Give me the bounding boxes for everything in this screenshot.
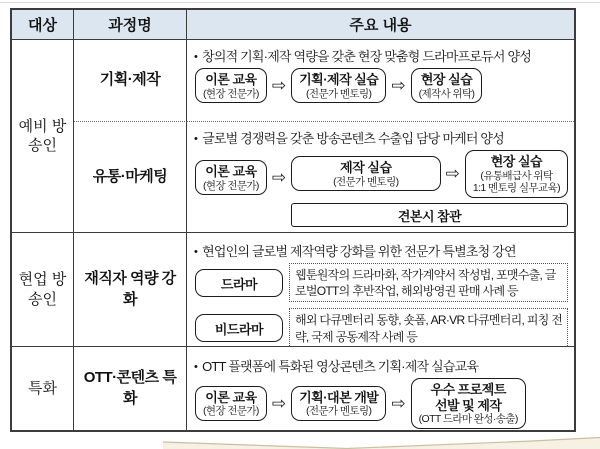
lecture-label-drama: 드라마 bbox=[195, 269, 283, 297]
flow-box-sub: (현장 전문가) bbox=[203, 179, 259, 192]
right-arrow-icon: ⇨ bbox=[271, 168, 287, 187]
flow-row bbox=[195, 150, 570, 227]
target-cell-working-broadcasters bbox=[12, 232, 74, 346]
right-arrow-icon: ⇨ bbox=[445, 164, 460, 184]
target-cell-specialized bbox=[12, 346, 74, 430]
flow-row bbox=[195, 378, 570, 429]
bottom-arrow-banner bbox=[0, 433, 600, 449]
target-label: 현업 방송인 bbox=[18, 271, 67, 308]
lecture-desc-nondrama: 해외 다큐멘터리 동향, 숏폼, AR·VR 다큐멘터리, 피칭 전략, 국제 공동제작 사례 등 bbox=[289, 308, 568, 346]
curriculum-table bbox=[10, 8, 576, 432]
lecture-label-nondrama: 비드라마 bbox=[195, 314, 283, 342]
bullet-icon: • bbox=[194, 51, 198, 63]
course-label: 유통·마케팅 bbox=[92, 167, 168, 185]
right-arrow-icon: ⇨ bbox=[391, 76, 406, 96]
flow-box-sub: (유통배급사 위탁 bbox=[480, 169, 553, 182]
flow-box-title: 우수 프로젝트 bbox=[430, 382, 506, 397]
header-content-label: 주요 내용 bbox=[349, 17, 412, 34]
flow-box-best-project bbox=[411, 378, 526, 429]
target-label: 예비 방송인 bbox=[18, 117, 67, 154]
flow-row bbox=[195, 68, 570, 103]
flow-box-sub: (현장 전문가) bbox=[203, 87, 259, 100]
top-faint-divider bbox=[0, 2, 600, 3]
bullet-icon: • bbox=[194, 361, 198, 373]
bullet-icon: • bbox=[194, 133, 198, 145]
target-label: 특화 bbox=[28, 379, 57, 397]
content-cell-distribution-marketing bbox=[187, 121, 574, 232]
right-arrow-icon: ⇨ bbox=[271, 393, 287, 413]
header-cell-target bbox=[12, 10, 74, 40]
flow-box-field bbox=[465, 150, 568, 198]
header-cell-course bbox=[74, 10, 187, 40]
course-cell-planning-production bbox=[74, 40, 187, 121]
flow-box-field bbox=[411, 68, 483, 103]
course-cell-ott-content bbox=[74, 346, 187, 430]
flow-box-title: 선발 및 제작 bbox=[434, 397, 502, 413]
flow-box-title: 이론 교육 bbox=[205, 389, 257, 405]
flow-box-practice bbox=[291, 68, 386, 103]
bullet-line bbox=[194, 356, 570, 375]
sample-market-box: 견본시 참관 bbox=[291, 203, 568, 227]
flow-box-title: 이론 교육 bbox=[205, 72, 257, 87]
right-arrow-icon: ⇨ bbox=[391, 393, 406, 413]
flow-box-script-dev bbox=[291, 386, 386, 421]
bullet-text: 창의적 기획·제작 역량을 갖춘 현장 맞춤형 드라마프로듀서 양성 bbox=[202, 49, 531, 64]
lecture-row-drama bbox=[195, 263, 568, 302]
flow-box-sub: (전문가 멘토링) bbox=[333, 175, 399, 188]
course-label: OTT·콘텐츠 특화 bbox=[83, 369, 177, 407]
flow-box-sub: (전문가 멘토링) bbox=[306, 87, 372, 100]
flow-stack bbox=[291, 150, 568, 227]
bullet-text: 현업인의 글로벌 제작역량 강화를 위한 전문가 특별초청 강연 bbox=[202, 244, 516, 259]
content-cell-incumbent-capability bbox=[187, 232, 574, 346]
bullet-icon: • bbox=[194, 246, 198, 258]
header-target-label: 대상 bbox=[28, 17, 57, 34]
flow-box-theory bbox=[195, 68, 267, 103]
flow-box-sub: (OTT 드라마 완성·송출) bbox=[418, 413, 518, 426]
flow-box-theory bbox=[195, 386, 267, 421]
bullet-text: 글로벌 경쟁력을 갖춘 방송콘텐츠 수출입 담당 마케터 양성 bbox=[202, 131, 504, 146]
right-arrow-icon: ⇨ bbox=[271, 76, 287, 96]
flow-box-title: 현장 실습 bbox=[490, 154, 543, 169]
content-cell-ott-content bbox=[187, 346, 574, 430]
course-label: 재직자 역량 강화 bbox=[84, 270, 176, 308]
flow-box-title: 현장 실습 bbox=[420, 72, 473, 87]
flow-box-sub: (현장 전문가) bbox=[203, 405, 259, 418]
flow-box-title: 기획·제작 실습 bbox=[299, 72, 379, 87]
flow-box-sub: 1:1 멘토링 실무교육) bbox=[472, 182, 560, 195]
course-cell-incumbent-capability bbox=[74, 232, 187, 346]
lecture-desc-drama: 웹툰원작의 드라마화, 작가계약서 작성법, 포맷수출, 글로벌OTT의 후반작업, 해외방영권 판매 사례 등 bbox=[289, 263, 568, 302]
header-cell-content bbox=[187, 10, 574, 40]
target-cell-preliminary-broadcasters bbox=[12, 40, 74, 232]
flow-box-sub: (전문가 멘토링) bbox=[306, 405, 372, 418]
flow-stack-top bbox=[291, 150, 568, 198]
bullet-text: OTT 플랫폼에 특화된 영상콘텐츠 기획·제작 실습교육 bbox=[202, 359, 479, 374]
flow-box-practice bbox=[291, 156, 441, 191]
content-cell-planning-production bbox=[187, 40, 574, 121]
course-cell-distribution-marketing bbox=[74, 121, 187, 232]
flow-box-title: 이론 교육 bbox=[205, 164, 257, 179]
bullet-line bbox=[194, 46, 570, 65]
flow-box-sub: (제작사 위탁) bbox=[418, 87, 475, 100]
flow-box-title: 기획·대본 개발 bbox=[299, 389, 379, 405]
bullet-line bbox=[194, 128, 570, 147]
bullet-line bbox=[194, 241, 570, 260]
flow-box-title: 제작 실습 bbox=[340, 160, 392, 176]
course-label: 기획·제작 bbox=[99, 71, 161, 89]
header-course-label: 과정명 bbox=[108, 17, 152, 34]
lecture-row-nondrama bbox=[195, 308, 568, 346]
flow-box-theory bbox=[195, 160, 267, 195]
